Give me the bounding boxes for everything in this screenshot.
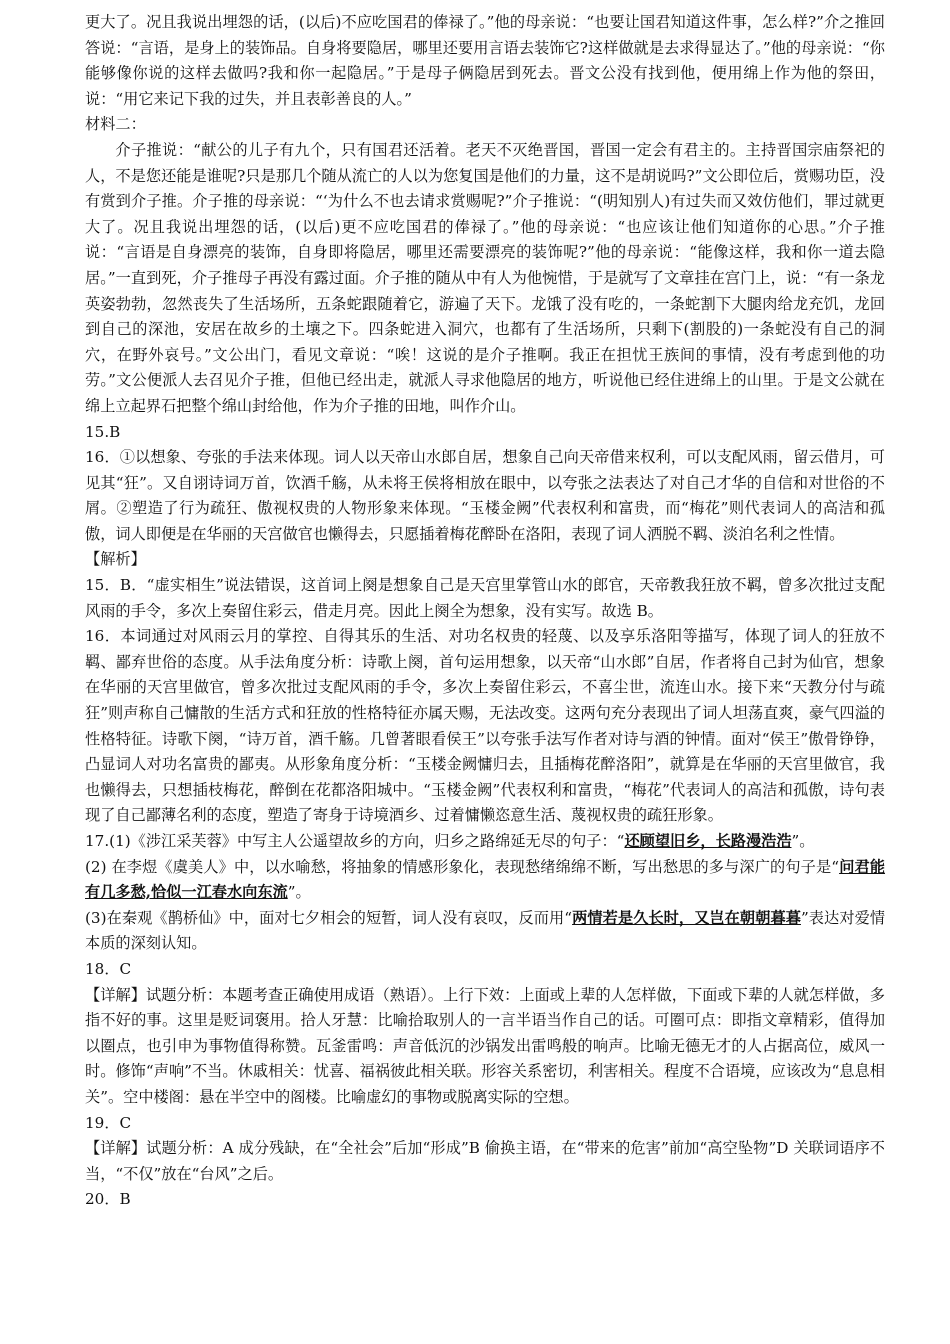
answer-17-2: 问君能有几多愁,恰似一江春水向东流: [85, 857, 886, 902]
detail-18: 【详解】试题分析：本题考查正确使用成语（熟语）。上行下效：上面或上辈的人怎样做，下面或下辈的人就怎样做，多指不好的事。这里是贬词褒用。拾人牙慧：比喻拾取别人的一言半语当作自己的话。可圈可点：即指文章精彩，值得加以圈点，也引申为事物值得称赞。瓦釜雷鸣：声音低沉的沙锅发出雷鸣般的响声。比喻无德无才的人占据高位，威风一时。修饰“声响”不当。休戚相关：忧喜、福祸彼此相关联。形容关系密切，利害相关。程度不合语境，应该改为“息息相关”。空中楼阁：悬在半空中的阁楼。比喻虚幻的事物或脱离实际的空想。: [85, 985, 885, 1106]
question-17-1: 17.(1)《涉江采芙蓉》中写主人公遥望故乡的方向，归乡之路绵延无尽的句子：“还顾望旧乡，长路漫浩浩”。: [85, 832, 815, 850]
answer-page: [85, 10, 885, 1213]
analysis-15: 15．B．“虚实相生”说法错误，这首词上阕是想象自己是天宫里掌管山水的郎官，天帝教我狂放不羁，曾多次批过支配风雨的手令，多次上奏留住彩云，借走月亮。因此上阕全为想象，没有实写。故选 B。: [85, 576, 885, 620]
analysis-label: 【解析】: [85, 550, 146, 569]
question-17-2: (2) 在李煜《虞美人》中，以水喻愁，将抽象的情感形象化，表现愁绪绵绵不断，写出愁思的多与深广的句子是“问君能有几多愁,恰似一江春水向东流”。: [85, 857, 886, 902]
analysis-16: 16．本词通过对风雨云月的掌控、自得其乐的生活、对功名权贵的轻蔑、以及享乐洛阳等描写，体现了词人的狂放不羁、鄙弃世俗的态度。从手法角度分析：诗歌上阕，首句运用想象，以天帝“山水郎”自居，作者将自己封为仙官，想象在华丽的天宫里做官，曾多次批过支配风雨的手令，多次上奏留住彩云，不喜尘世，流连山水。接下来“天教分付与疏狂”则声称自己慵散的生活方式和狂放的性格特征亦属天赐，无法改变。这两句充分表现出了词人坦荡直爽，豪气四溢的性格特征。诗歌下阕，“诗万首，酒千觞。几曾著眼看侯王”以夸张手法写作者对诗与酒的钟情。面对“侯王”傲骨铮铮，凸显词人对功名富贵的鄙夷。从形象角度分析：“玉楼金阙慵归去，且插梅花醉洛阳”，就算是在华丽的天宫里做官，我也懒得去，只想插枝梅花，醉倒在花都洛阳城中。“玉楼金阙”代表权利和富贵，“梅花”代表词人的高洁和孤傲，诗句表现了自己鄙薄名利的态度，塑造了寄身于诗境酒乡、过着慵懒恣意生活、蔑视权贵的疏狂形象。: [85, 627, 885, 825]
answer-18: 18．C: [85, 959, 132, 978]
material2-label: 材料二：: [85, 115, 146, 134]
detail-19: 【详解】试题分析：A 成分残缺，在“全社会”后加“形成”B 偷换主语，在“带来的危害”前加“高空坠物”D 关联词语序不当，“不仅”放在“台风”之后。: [85, 1139, 885, 1183]
answer-19: 19．C: [85, 1113, 132, 1132]
material1-tail: 更大了。况且我说出埋怨的话，(以后)不应吃国君的俸禄了。”他的母亲说：“也要让国君知道这件事，怎么样?”介之推回答说：“言语，是身上的装饰品。自身将要隐居，哪里还要用言语去装饰它?这样做就是去求得显达了。”他的母亲说：“你能够像你说的这样去做吗?我和你一起隐居。”于是母子俩隐居到死去。晋文公没有找到他，便用绵上作为他的祭田，说：“用它来记下我的过失，并且表彰善良的人。”: [85, 13, 885, 108]
answer-16: 16．①以想象、夸张的手法来体现。词人以天帝山水郎自居，想象自己向天帝借来权利，可以支配风雨，留云借月，可见其“狂”。又自诩诗词万首，饮酒千觞，从未将王侯将相放在眼中，以夸张之法表达了对自己才华的自信和对世俗的不屑。②塑造了行为疏狂、傲视权贵的人物形象来体现。“玉楼金阙”代表权利和富贵，而“梅花”则代表词人的高洁和孤傲，词人即便是在华丽的天宫做官也懒得去，只愿插着梅花醉卧在洛阳，表现了词人洒脱不羁、淡泊名利之性情。: [85, 448, 885, 543]
answer-15: 15.B: [85, 422, 121, 441]
material2-text: 介子推说：“献公的儿子有九个，只有国君还活着。老天不灭绝晋国，晋国一定会有君主的。主持晋国宗庙祭祀的人，不是您还能是谁呢?只是那几个随从流亡的人以为您复国是他们的力量，这不是胡说吗?”文公即位后，赏赐功臣，没有赏到介子推。介子推的母亲说：“‘为什么不也去请求赏赐呢?”介子推说：“(明知别人)有过失而又效仿他们，罪过就更大了。况且我说出埋怨的话，(以后)更不应吃国君的俸禄了。”他的母亲说：“也应该让他们知道你的心思。”介子推说：“言语是自身漂亮的装饰，自身即将隐居，哪里还需要漂亮的装饰呢?”他的母亲说：“能像这样，我和你一道去隐居。”一直到死，介子推母子再没有露过面。介子推的随从中有人为他惋惜，于是就写了文章挂在宫门上，说：“有一条龙英姿勃勃，忽然丧失了生活场所，五条蛇跟随着它，游遍了天下。龙饿了没有吃的，一条蛇割下大腿肉给龙充饥，龙回到自己的深池，安居在故乡的土壤之下。四条蛇进入洞穴，也都有了生活场所，只剩下(割股的)一条蛇没有自己的洞穴，在野外哀号。”文公出门，看见文章说：“唉！这说的是介子推啊。我正在担忧王族间的事情，没有考虑到他的功劳。”文公便派人去召见介子推，但他已经出走，就派人寻求他隐居的地方，听说他已经住进绵上的山里。于是文公就在绵上立起界石把整个绵山封给他，作为介子推的田地，叫作介山。: [85, 140, 885, 415]
answer-20: 20．B: [85, 1190, 131, 1209]
question-17-3: (3)在秦观《鹊桥仙》中，面对七夕相会的短暂，词人没有哀叹，反而用“两情若是久长时，又岂在朝朝暮暮”表达对爱情本质的深刻认知。: [85, 908, 886, 953]
answer-17-1: 还顾望旧乡，长路漫浩浩: [624, 832, 792, 850]
answer-17-3: 两情若是久长时，又岂在朝朝暮暮: [572, 908, 801, 927]
